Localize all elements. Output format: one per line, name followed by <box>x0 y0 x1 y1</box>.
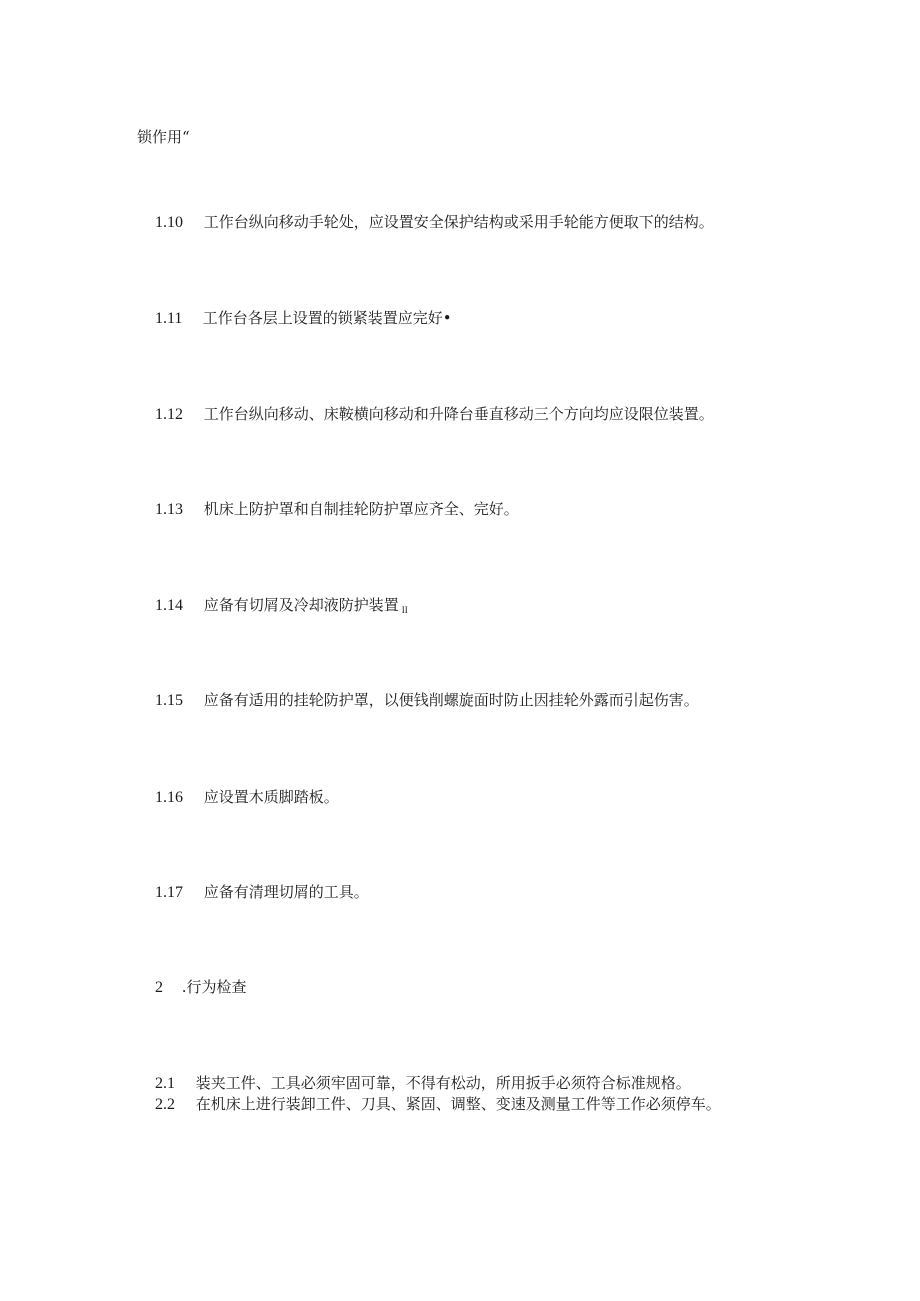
list-item-1-14 <box>155 595 408 620</box>
item-text: 应备有适用的挂轮防护罩，以便钱削螺旋面时防止因挂轮外露而引起伤害。 <box>203 691 699 709</box>
item-text: 工作台纵向移动、床鞍横向移动和升降台垂直移动三个方向均应设限位装置。 <box>203 405 714 423</box>
item-text: 应备有清理切屑的工具。 <box>203 883 369 901</box>
item-number: 1.11 <box>155 310 183 327</box>
list-item-1-13 <box>155 499 519 520</box>
item-number: 1.16 <box>155 789 183 806</box>
list-item-1-12 <box>155 404 714 425</box>
list-item-2-2 <box>155 1094 721 1115</box>
continuation-text <box>137 127 190 147</box>
section-number: 2 <box>155 979 163 996</box>
item-text: 装夹工件、工具必须牢固可靠，不得有松动，所用扳手必须符合标准规格。 <box>195 1074 691 1092</box>
item-number: 1.14 <box>155 597 183 614</box>
item-text: 在机床上进行装卸工件、刀具、紧固、调整、变速及测量工件等工作必须停车。 <box>195 1095 721 1113</box>
continuation-label: 锁作用“ <box>137 128 190 146</box>
item-number: 1.17 <box>155 884 183 901</box>
list-item-2-1 <box>155 1073 691 1094</box>
item-number: 1.15 <box>155 692 183 709</box>
item-text: 应备有切屑及冷却液防护装置 <box>203 596 399 614</box>
list-item-1-16 <box>155 787 339 808</box>
item-number: 1.12 <box>155 406 183 423</box>
item-text: 应设置木质脚踏板。 <box>203 788 339 806</box>
list-item-1-11 <box>155 308 452 329</box>
section-title: .行为检查 <box>181 978 247 996</box>
item-mark: II <box>401 605 408 615</box>
list-item-1-17 <box>155 882 369 903</box>
item-text: 机床上防护罩和自制挂轮防护罩应齐全、完好。 <box>203 500 519 518</box>
section-heading-2 <box>155 977 247 998</box>
item-number: 1.10 <box>155 214 183 231</box>
list-item-1-10 <box>155 212 714 233</box>
list-item-1-15 <box>155 690 699 711</box>
item-text: 工作台纵向移动手轮处，应设置安全保护结构或采用手轮能方便取下的结构。 <box>203 213 714 231</box>
item-number: 2.1 <box>155 1075 175 1092</box>
item-text: 工作台各层上设置的锁紧装置应完好• <box>202 309 452 327</box>
item-number: 1.13 <box>155 501 183 518</box>
item-number: 2.2 <box>155 1096 175 1113</box>
